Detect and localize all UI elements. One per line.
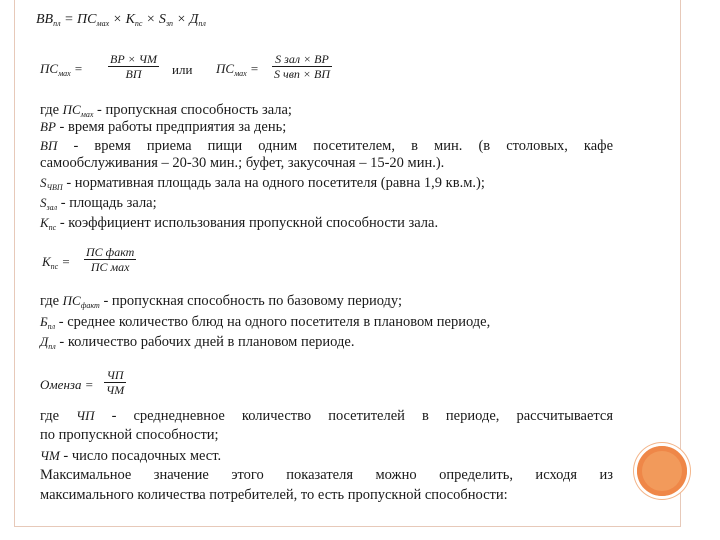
- def-line-2: ВР - время работы предприятия за день;: [40, 119, 287, 135]
- or-word: или: [172, 62, 193, 77]
- def-line-3: ВП - время приема пищи одним посетителем, в мин. (в столовых, кафе: [40, 138, 614, 154]
- def-line-5: $S_{ЧВП}$ - нормативная площадь зала на одного посетителя (равна 1,9 кв.м.);: [40, 175, 485, 192]
- def-line-9: $Б_{пл}$ - среднее количество блюд на одного посетителя в плановом периоде,: [40, 314, 491, 331]
- def-line-1: где $ПС_{мах}$ - пропускная способность зала;: [40, 102, 292, 119]
- def-line-7: $К_{пс}$ - коэффициент использования пропускной способности зала.: [40, 215, 439, 232]
- def-line-13: ЧМ - число посадочных мест.: [40, 448, 222, 464]
- decorative-circle: [637, 446, 687, 496]
- formula-ps2-lhs: $ПС_{мах}$ =: [216, 61, 259, 78]
- def-line-6: $S_{зал}$ - площадь зала;: [40, 195, 157, 212]
- def-line-15: максимального количества потребителей, то есть пропускной способности:: [40, 487, 508, 503]
- def-line-4: самообслуживания – 20-30 мин.; буфет, закусочная – 15-20 мин.).: [40, 155, 445, 171]
- formula-om-fraction: ЧП ЧМ: [106, 368, 125, 397]
- formula-vv: $ВВ_{пл} = ПС_{мах} \times К_{пс} \times S_{зп} \times Д_{пл}$: [36, 12, 206, 28]
- formula-kps-fraction: ПС факт ПС мах: [86, 245, 135, 274]
- formula-ps2-fraction: S зал × ВР S чвп × ВП: [274, 52, 331, 81]
- formula-om-lhs: Оменза =: [40, 377, 94, 392]
- def-line-11: где ЧП - среднедневное количество посетителей в периоде, рассчитывается: [40, 408, 613, 424]
- def-line-10: $Д_{пл}$ - количество рабочих дней в плановом периоде.: [40, 334, 355, 351]
- formula-kps-lhs: $К_{пс}$ =: [42, 254, 71, 271]
- def-line-8: где $ПС_{факт}$ - пропускная способность по базовому периоду;: [40, 293, 403, 310]
- def-line-14: Максимальное значение этого показателя можно определить, исходя из: [40, 467, 613, 483]
- formula-ps1-fraction: ВР × ЧМ ВП: [110, 52, 158, 81]
- formula-ps1-lhs: $ПС_{мах}$ =: [40, 61, 83, 78]
- def-line-12: по пропускной способности;: [40, 427, 219, 443]
